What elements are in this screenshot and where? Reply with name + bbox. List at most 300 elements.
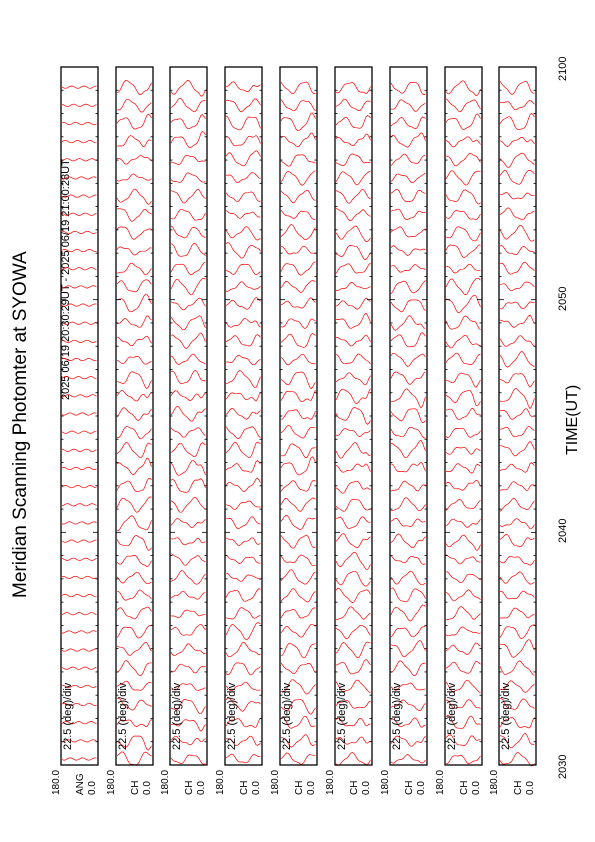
- panel-scale-label: 22.5 (deg)/div: [500, 682, 512, 750]
- series-line: [500, 208, 535, 220]
- series-line: [391, 556, 426, 565]
- series-line: [500, 113, 535, 129]
- panel-8: [445, 67, 482, 765]
- series-line: [226, 589, 261, 602]
- series-line: [336, 298, 371, 309]
- series-line: [281, 481, 316, 492]
- series-line: [336, 189, 371, 203]
- chart-title: Meridian Scanning Photomter at SYOWA: [10, 251, 31, 598]
- series-line: [500, 442, 535, 457]
- series-line: [117, 372, 152, 389]
- series-line: [500, 556, 535, 565]
- series-line: [446, 480, 481, 490]
- series-line: [171, 262, 206, 275]
- series-line: [446, 607, 481, 620]
- series-line: [62, 140, 97, 142]
- series-line: [500, 352, 535, 368]
- series-line: [117, 227, 152, 239]
- y-top-label: 180.0: [435, 769, 446, 795]
- series-line: [391, 389, 426, 408]
- channel-label: CH: [349, 780, 360, 795]
- series-line: [336, 443, 371, 459]
- channel-label: CH: [184, 780, 195, 795]
- series-line: [336, 99, 371, 111]
- series-line: [391, 605, 426, 621]
- y-bottom-label: 0.0: [361, 781, 372, 795]
- series-line: [500, 81, 535, 94]
- series-line: [226, 478, 261, 491]
- channel-label: CH: [239, 780, 250, 795]
- series-line: [117, 458, 152, 475]
- series-line: [500, 336, 535, 347]
- series-line: [446, 227, 481, 241]
- series-line: [226, 754, 261, 763]
- panel-9: [499, 67, 536, 766]
- series-line: [446, 447, 481, 454]
- series-line: [62, 649, 97, 651]
- panel-scale-label: 22.5 (deg)/div: [62, 682, 74, 750]
- series-line: [281, 334, 316, 348]
- series-line: [281, 444, 316, 458]
- panel-frame: [335, 67, 372, 765]
- channel-label: CH: [404, 780, 415, 795]
- series-line: [446, 137, 481, 147]
- series-line: [171, 354, 206, 364]
- series-line: [446, 171, 481, 185]
- series-line: [391, 641, 426, 657]
- series-line: [500, 315, 535, 327]
- series-line: [117, 136, 152, 147]
- series-line: [171, 479, 206, 493]
- series-line: [171, 279, 206, 295]
- series-line: [226, 663, 261, 675]
- panel-scale-label: 22.5 (deg)/div: [281, 682, 293, 750]
- series-line: [281, 643, 316, 658]
- series-line: [446, 295, 481, 313]
- series-line: [226, 297, 261, 309]
- series-line: [226, 355, 261, 364]
- series-line: [391, 280, 426, 293]
- series-line: [446, 555, 481, 564]
- series-line: [336, 588, 371, 602]
- series-line: [62, 467, 97, 469]
- series-line: [171, 189, 206, 203]
- series-line: [391, 189, 426, 201]
- series-line: [336, 354, 371, 364]
- series-line: [281, 457, 316, 475]
- series-line: [336, 373, 371, 385]
- series-line: [391, 133, 426, 147]
- series-line: [171, 226, 206, 238]
- series-line: [336, 245, 371, 259]
- series-line: [336, 642, 371, 658]
- series-line: [391, 227, 426, 237]
- series-line: [226, 573, 261, 581]
- series-line: [226, 555, 261, 564]
- series-line: [226, 243, 261, 259]
- series-line: [336, 464, 371, 473]
- series-line: [446, 190, 481, 204]
- series-line: [226, 538, 261, 546]
- series-line: [281, 624, 316, 637]
- series-line: [500, 374, 535, 387]
- series-line: [500, 153, 535, 167]
- series-line: [62, 104, 97, 106]
- series-line: [391, 755, 426, 764]
- series-line: [62, 486, 97, 488]
- series-line: [336, 499, 371, 511]
- series-line: [500, 170, 535, 184]
- series-line: [281, 281, 316, 293]
- series-line: [336, 283, 371, 291]
- x-tick-label: 2030: [557, 754, 569, 779]
- series-line: [446, 643, 481, 655]
- panel-frame: [225, 67, 262, 765]
- series-line: [62, 177, 97, 179]
- panel-2: [116, 67, 153, 765]
- series-line: [62, 594, 97, 596]
- series-line: [171, 624, 206, 635]
- panel-5: [280, 67, 317, 765]
- series-line: [171, 554, 206, 566]
- series-line: [62, 86, 97, 88]
- series-line: [117, 625, 152, 638]
- series-line: [446, 662, 481, 674]
- series-line: [117, 642, 152, 655]
- series-line: [281, 262, 316, 275]
- panel-scale-label: 22.5 (deg)/div: [336, 682, 348, 750]
- series-line: [336, 335, 371, 346]
- series-line: [336, 607, 371, 620]
- series-line: [391, 333, 426, 347]
- series-line: [226, 282, 261, 292]
- channel-label: CH: [130, 780, 141, 795]
- series-line: [117, 408, 152, 421]
- date-range: 2025 06/19 20:30:29UT - 2025 06/19 21:00:28UT: [60, 159, 72, 400]
- series-line: [336, 660, 371, 674]
- series-line: [117, 555, 152, 566]
- series-line: [171, 591, 206, 599]
- y-top-label: 180.0: [270, 769, 281, 795]
- series-line: [500, 282, 535, 291]
- series-line: [226, 608, 261, 619]
- series-line: [226, 623, 261, 640]
- series-line: [62, 395, 97, 397]
- series-line: [281, 155, 316, 166]
- series-line: [226, 82, 261, 92]
- series-line: [117, 174, 152, 181]
- channel-label: CH: [513, 780, 524, 795]
- series-line: [117, 99, 152, 112]
- series-line: [446, 390, 481, 406]
- series-line: [391, 571, 426, 585]
- series-line: [500, 302, 535, 309]
- series-line: [391, 372, 426, 384]
- series-line: [226, 151, 261, 166]
- series-line: [336, 625, 371, 639]
- series-line: [117, 752, 152, 765]
- series-line: [281, 608, 316, 618]
- series-line: [336, 171, 371, 185]
- series-line: [281, 224, 316, 239]
- panel-frame: [61, 67, 98, 765]
- series-line: [281, 354, 316, 365]
- series-line: [391, 300, 426, 312]
- series-line: [500, 389, 535, 409]
- series-line: [226, 227, 261, 240]
- series-line: [336, 534, 371, 548]
- series-line: [391, 154, 426, 166]
- series-line: [446, 99, 481, 112]
- series-line: [62, 213, 97, 215]
- series-line: [117, 209, 152, 222]
- series-line: [226, 517, 261, 529]
- series-line: [117, 572, 152, 584]
- series-line: [226, 427, 261, 439]
- series-line: [281, 570, 316, 585]
- series-line: [446, 210, 481, 219]
- series-line: [500, 409, 535, 420]
- y-top-label: 180.0: [325, 769, 336, 795]
- series-line: [62, 631, 97, 633]
- series-line: [500, 640, 535, 658]
- series-line: [391, 100, 426, 112]
- series-line: [500, 246, 535, 255]
- y-bottom-label: 0.0: [87, 781, 98, 795]
- series-line: [117, 263, 152, 275]
- series-line: [446, 153, 481, 166]
- channel-label: ANG: [75, 773, 86, 795]
- series-line: [117, 427, 152, 439]
- series-line: [117, 316, 152, 328]
- series-line: [171, 316, 206, 330]
- series-line: [171, 406, 206, 421]
- series-line: [62, 249, 97, 251]
- series-line: [446, 264, 481, 273]
- series-line: [226, 501, 261, 510]
- series-line: [62, 413, 97, 415]
- series-line: [446, 590, 481, 601]
- series-line: [336, 83, 371, 94]
- series-line: [226, 442, 261, 457]
- series-line: [446, 245, 481, 258]
- series-line: [391, 498, 426, 511]
- series-line: [117, 189, 152, 204]
- panel-scale-label: 22.5 (deg)/div: [226, 682, 238, 750]
- series-line: [281, 390, 316, 402]
- series-line: [500, 591, 535, 599]
- series-line: [446, 408, 481, 419]
- panel-3: [170, 67, 207, 765]
- series-line: [62, 758, 97, 760]
- series-line: [226, 265, 261, 275]
- series-line: [226, 192, 261, 202]
- series-line: [446, 316, 481, 330]
- series-line: [391, 409, 426, 423]
- y-bottom-label: 0.0: [471, 781, 482, 795]
- series-line: [281, 372, 316, 389]
- series-line: [446, 572, 481, 583]
- series-line: [226, 392, 261, 401]
- series-line: [446, 519, 481, 527]
- series-line: [281, 555, 316, 566]
- panel-4: [225, 67, 262, 765]
- series-line: [171, 519, 206, 528]
- y-top-label: 180.0: [106, 769, 117, 795]
- series-line: [117, 336, 152, 346]
- y-bottom-label: 0.0: [142, 781, 153, 795]
- series-line: [391, 588, 426, 602]
- series-line: [171, 298, 206, 310]
- series-line: [171, 571, 206, 585]
- series-line: [391, 518, 426, 526]
- series-line: [171, 610, 206, 618]
- series-line: [62, 358, 97, 360]
- series-line: [226, 461, 261, 473]
- series-line: [281, 319, 316, 329]
- series-line: [226, 335, 261, 346]
- series-line: [500, 661, 535, 675]
- panel-frame: [170, 67, 207, 765]
- series-line: [281, 210, 316, 219]
- series-line: [62, 449, 97, 451]
- series-line: [171, 333, 206, 349]
- series-line: [117, 497, 152, 512]
- y-bottom-label: 0.0: [306, 781, 317, 795]
- series-line: [500, 100, 535, 109]
- series-line: [171, 428, 206, 438]
- series-line: [391, 82, 426, 94]
- y-top-label: 180.0: [215, 769, 226, 795]
- series-line: [446, 373, 481, 387]
- series-line: [336, 571, 371, 586]
- series-line: [117, 536, 152, 551]
- series-line: [117, 80, 152, 94]
- series-line: [62, 231, 97, 233]
- x-axis-label: TIME(UT): [564, 384, 581, 455]
- series-line: [62, 667, 97, 669]
- series-line: [117, 607, 152, 619]
- series-line: [446, 464, 481, 474]
- series-line: [117, 661, 152, 676]
- series-line: [281, 99, 316, 111]
- series-line: [336, 154, 371, 166]
- series-line: [336, 263, 371, 273]
- series-line: [62, 122, 97, 124]
- series-line: [336, 134, 371, 146]
- series-line: [226, 642, 261, 656]
- series-line: [281, 663, 316, 674]
- series-line: [117, 294, 152, 312]
- series-line: [171, 115, 206, 129]
- series-line: [62, 340, 97, 342]
- series-line: [281, 753, 316, 764]
- series-line: [500, 225, 535, 241]
- series-line: [62, 522, 97, 524]
- series-line: [226, 371, 261, 388]
- series-line: [500, 625, 535, 639]
- y-bottom-label: 0.0: [416, 781, 427, 795]
- series-line: [117, 516, 152, 531]
- series-line: [117, 390, 152, 401]
- series-line: [336, 408, 371, 425]
- series-line: [391, 661, 426, 676]
- x-tick-label: 2050: [557, 286, 569, 311]
- panel-7: [390, 67, 427, 765]
- series-line: [446, 535, 481, 550]
- series-line: [391, 440, 426, 458]
- series-line: [62, 304, 97, 306]
- series-line: [171, 538, 206, 545]
- series-line: [281, 190, 316, 203]
- series-line: [446, 499, 481, 510]
- x-tick-label: 2100: [557, 56, 569, 81]
- series-line: [500, 519, 535, 529]
- series-line: [336, 313, 371, 328]
- series-line: [171, 244, 206, 257]
- y-top-label: 180.0: [51, 769, 62, 795]
- series-line: [336, 226, 371, 242]
- panel-scale-label: 22.5 (deg)/div: [171, 682, 183, 750]
- series-line: [336, 481, 371, 493]
- series-line: [336, 753, 371, 766]
- series-line: [391, 246, 426, 256]
- series-line: [62, 322, 97, 324]
- series-line: [117, 479, 152, 492]
- series-line: [171, 461, 206, 476]
- series-line: [391, 316, 426, 331]
- series-line: [500, 753, 535, 767]
- series-line: [446, 755, 481, 763]
- series-line: [500, 608, 535, 618]
- series-line: [171, 497, 206, 512]
- series-line: [62, 377, 97, 379]
- series-line: [281, 589, 316, 602]
- series-line: [171, 644, 206, 656]
- y-top-label: 180.0: [380, 769, 391, 795]
- channel-label: CH: [459, 780, 470, 795]
- series-line: [336, 429, 371, 437]
- series-line: [171, 80, 206, 96]
- series-line: [500, 498, 535, 511]
- series-line: [281, 298, 316, 309]
- series-line: [391, 534, 426, 548]
- series-line: [117, 443, 152, 458]
- series-line: [226, 173, 261, 183]
- series-line: [391, 427, 426, 438]
- series-line: [171, 98, 206, 112]
- y-bottom-label: 0.0: [525, 781, 536, 795]
- series-line: [391, 462, 426, 472]
- series-line: [500, 137, 535, 146]
- series-line: [117, 280, 152, 292]
- series-line: [171, 391, 206, 401]
- series-line: [336, 115, 371, 128]
- series-line: [500, 482, 535, 491]
- panel-6: [335, 67, 372, 765]
- series-line: [446, 114, 481, 130]
- series-line: [171, 132, 206, 148]
- series-line: [171, 155, 206, 164]
- series-line: [171, 755, 206, 764]
- series-line: [336, 552, 371, 569]
- y-top-label: 180.0: [489, 769, 500, 795]
- panel-frame: [116, 67, 153, 765]
- series-line: [336, 389, 371, 404]
- series-line: [281, 515, 316, 529]
- series-line: [226, 408, 261, 419]
- series-line: [446, 278, 481, 295]
